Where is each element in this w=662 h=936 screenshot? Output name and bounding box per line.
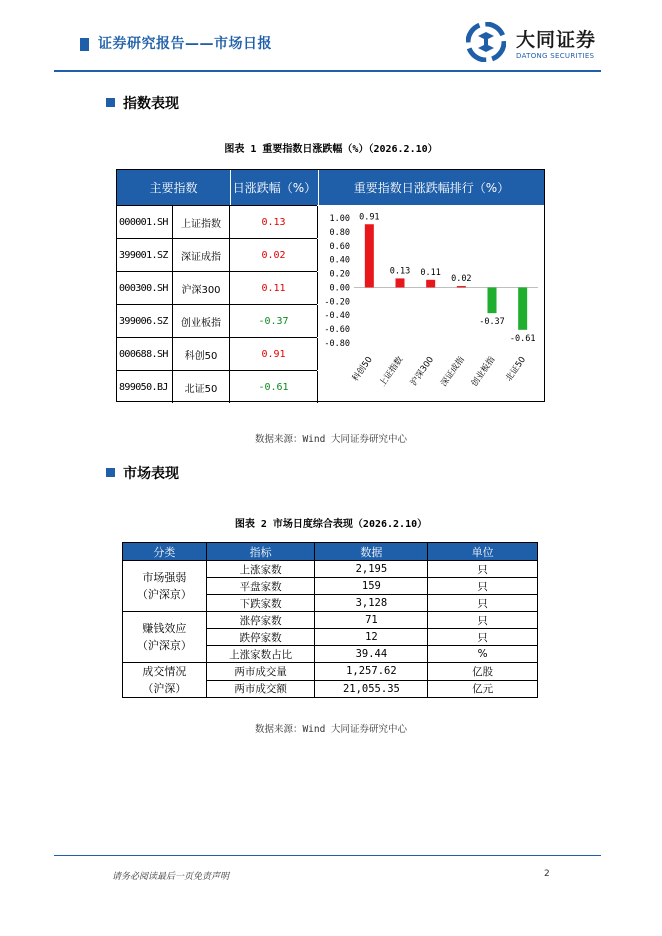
figure2-source: 数据来源：Wind 大同证券研究中心 <box>254 724 408 735</box>
index-change: -0.61 <box>230 371 318 403</box>
data-label: 0.13 <box>389 266 411 277</box>
metric-cell: 涨停家数 <box>206 612 315 629</box>
unit-cell: 只 <box>428 595 538 612</box>
data-label: 0.11 <box>420 267 441 278</box>
figure1-source: 数据来源：Wind 大同证券研究中心 <box>254 434 408 445</box>
bar <box>488 287 497 313</box>
category-sublabel: （沪深） <box>142 682 187 695</box>
section-title: 市场表现 <box>123 466 179 482</box>
value-cell: 3,128 <box>315 595 428 612</box>
metric-cell: 平盘家数 <box>206 578 315 595</box>
table-row <box>117 304 317 337</box>
table-row <box>117 337 317 370</box>
unit-cell: 只 <box>428 561 538 578</box>
index-change: -0.37 <box>230 305 318 337</box>
table-row <box>123 663 538 681</box>
bar <box>457 286 466 287</box>
report-type-title: 证券研究报告——市场日报 <box>98 36 272 52</box>
category-sublabel: （沪深京） <box>136 639 192 652</box>
logo-text-cn: 大同证券 <box>516 29 597 51</box>
section-heading-index <box>106 93 179 113</box>
index-change: 0.91 <box>230 338 318 370</box>
x-tick-label: 深证成指 <box>439 354 467 389</box>
table-row <box>117 370 317 403</box>
data-label: 0.91 <box>359 212 380 223</box>
section-marker <box>106 468 115 477</box>
x-tick-label: 沪深300 <box>408 354 437 388</box>
column-header-change: 日涨跌幅（%） <box>230 170 318 205</box>
value-cell: 159 <box>315 578 428 595</box>
data-label: -0.61 <box>509 333 536 344</box>
section-title: 指数表现 <box>123 96 179 112</box>
column-header-unit: 单位 <box>428 543 538 561</box>
category-cell <box>123 612 207 663</box>
value-cell: 1,257.62 <box>315 663 428 681</box>
index-performance-table <box>116 169 545 402</box>
y-tick-label: -0.20 <box>324 297 350 308</box>
table-row <box>117 205 317 238</box>
y-tick-label: 0.20 <box>329 269 350 280</box>
metric-cell: 两市成交额 <box>206 680 315 698</box>
index-name: 沪深300 <box>173 272 230 304</box>
index-code: 899050.BJ <box>117 371 173 403</box>
unit-cell: % <box>428 646 538 663</box>
index-code: 000300.SH <box>117 272 173 304</box>
index-code: 000001.SH <box>117 206 173 238</box>
ranking-bar-chart <box>318 205 544 401</box>
index-change: 0.02 <box>230 239 318 271</box>
category-sublabel: （沪深京） <box>136 588 192 601</box>
metric-cell: 上涨家数占比 <box>206 646 315 663</box>
category-cell <box>123 561 207 612</box>
unit-cell: 亿元 <box>428 680 538 698</box>
y-tick-label: 0.80 <box>329 227 350 238</box>
table-row <box>123 612 538 629</box>
unit-cell: 只 <box>428 629 538 646</box>
logo-mark-icon <box>466 22 506 62</box>
disclaimer-note: 请务必阅读最后一页免责声明 <box>112 872 230 882</box>
unit-cell: 只 <box>428 612 538 629</box>
index-code: 399006.SZ <box>117 305 173 337</box>
value-cell: 39.44 <box>315 646 428 663</box>
logo-text-en: DATONG SECURITIES <box>516 52 595 60</box>
y-tick-label: 0.60 <box>329 241 350 252</box>
value-cell: 12 <box>315 629 428 646</box>
value-cell: 71 <box>315 612 428 629</box>
page-header <box>0 0 662 74</box>
index-change: 0.13 <box>230 206 318 238</box>
page-number: 2 <box>544 869 550 879</box>
y-tick-label: 0.40 <box>329 255 350 266</box>
bar <box>518 287 527 329</box>
index-ranking-chart <box>318 205 544 401</box>
y-tick-label: -0.40 <box>324 311 350 322</box>
metric-cell: 下跌家数 <box>206 595 315 612</box>
y-tick-label: 0.00 <box>329 283 350 294</box>
y-tick-label: -0.80 <box>324 339 350 349</box>
figure2-caption: 图表 2 市场日度综合表现（2026.2.10） <box>234 519 428 530</box>
table-row <box>117 238 317 271</box>
value-cell: 2,195 <box>315 561 428 578</box>
header-divider <box>54 70 601 72</box>
table-row <box>123 561 538 578</box>
data-label: -0.37 <box>479 317 505 328</box>
index-name: 上证指数 <box>173 206 230 238</box>
index-code: 000688.SH <box>117 338 173 370</box>
column-header-metric: 指标 <box>206 543 315 561</box>
unit-cell: 只 <box>428 578 538 595</box>
index-name: 创业板指 <box>173 305 230 337</box>
section-heading-market <box>106 463 179 483</box>
company-logo <box>466 22 616 66</box>
index-name: 科创50 <box>173 338 230 370</box>
value-cell: 21,055.35 <box>315 680 428 698</box>
y-tick-label: 1.00 <box>329 214 350 224</box>
category-cell <box>123 663 207 698</box>
bar <box>365 224 374 287</box>
table-header-row <box>123 543 538 561</box>
y-tick-label: -0.60 <box>324 325 350 336</box>
bar <box>396 278 405 287</box>
section-marker <box>106 98 115 107</box>
footer-divider <box>54 855 601 856</box>
metric-cell: 跌停家数 <box>206 629 315 646</box>
column-header-index: 主要指数 <box>117 170 230 205</box>
table-row <box>117 271 317 304</box>
metric-cell: 上涨家数 <box>206 561 315 578</box>
figure1-caption: 图表 1 重要指数日涨跌幅（%）（2026.2.10） <box>224 144 438 155</box>
bar <box>426 280 435 288</box>
index-code: 399001.SZ <box>117 239 173 271</box>
x-tick-label: 科创50 <box>350 354 375 384</box>
category-label: 成交情况 <box>142 665 187 678</box>
column-header-ranking: 重要指数日涨跌幅排行（%） <box>318 170 544 205</box>
market-performance-table <box>122 542 538 698</box>
metric-cell: 两市成交量 <box>206 663 315 681</box>
index-name: 北证50 <box>173 371 230 403</box>
column-header-value: 数据 <box>315 543 428 561</box>
category-label: 市场强弱 <box>142 571 187 584</box>
index-change: 0.11 <box>230 272 318 304</box>
x-tick-label: 北证50 <box>503 354 529 384</box>
x-tick-label: 创业板指 <box>469 354 498 389</box>
data-label: 0.02 <box>451 274 472 285</box>
x-tick-label: 上证指数 <box>377 354 406 389</box>
category-label: 赚钱效应 <box>142 622 187 635</box>
column-header-category: 分类 <box>123 543 207 561</box>
index-name: 深证成指 <box>173 239 230 271</box>
header-marker <box>80 38 89 51</box>
unit-cell: 亿股 <box>428 663 538 681</box>
